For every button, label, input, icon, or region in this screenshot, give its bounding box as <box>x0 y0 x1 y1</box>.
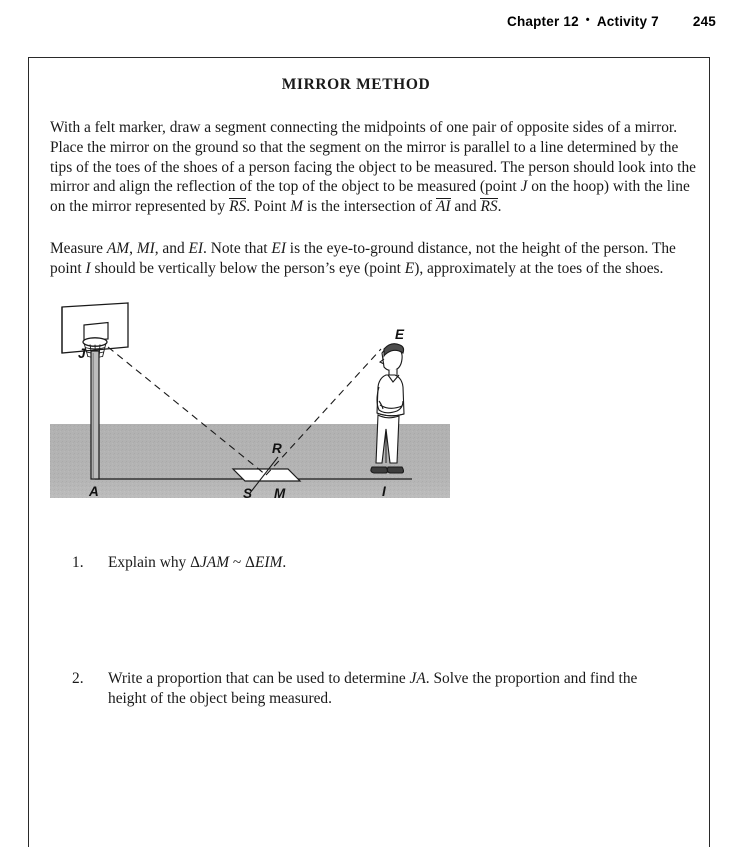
diagram-label-m: M <box>274 485 286 501</box>
paragraph-1-text-b: on the hoop) with the line on the mirror represented by <box>50 178 690 216</box>
exercise-2-number: 2. <box>72 669 84 687</box>
diagram-label-s: S <box>243 485 253 501</box>
paragraph-1-text-c: . Point <box>246 198 291 216</box>
paragraph-2-text-b: , <box>129 239 137 257</box>
exercise-2-text-b: . Solve the proportion and find the height of the object being measured. <box>108 669 638 707</box>
mirror-method-diagram <box>50 301 702 523</box>
paragraph-1-text-e: and <box>450 198 481 216</box>
exercise-1-number: 1. <box>72 553 84 571</box>
running-head-chapter: Chapter 12 <box>507 13 579 29</box>
exercise-1-text-b: ~ Δ <box>229 553 255 571</box>
point-label-m: M <box>290 198 304 216</box>
exercise-item-2 <box>50 669 644 709</box>
instruction-paragraph-2 <box>50 239 698 279</box>
running-head-separator-bullet-icon: • <box>585 13 590 26</box>
running-head <box>0 8 738 34</box>
point-label-j: J <box>520 178 528 196</box>
diagram-label-a: A <box>89 483 99 499</box>
paragraph-1-text-d: is the intersection of <box>303 198 436 216</box>
page-content <box>50 76 702 709</box>
segment-ai: AI <box>436 198 451 216</box>
diagram-label-i: I <box>382 483 386 499</box>
exercise-1-text-c: . <box>282 553 287 571</box>
diagram-label-r: R <box>272 440 282 456</box>
paragraph-2-text-e: is the eye-to-ground distance, not the height of the person. The point <box>50 239 676 277</box>
paragraph-2-text-a: Measure <box>50 239 107 257</box>
segment-rs-first: RS <box>229 198 247 216</box>
instruction-paragraph-1 <box>50 118 698 217</box>
exercise-item-1 <box>50 553 644 573</box>
point-label-e: E <box>404 259 415 277</box>
paragraph-1-text-a: With a felt marker, draw a segment connecting the midpoints of one pair of opposite sides of a mirror. Place the mirror on the ground so that the segment on the mirror is parallel to a line determined by the tips of the toes of the shoes of a person facing the object to be measured. The person should look into the mirror and align the reflection of the top of the object to be measured (point <box>50 119 696 196</box>
exercise-1-triangle-eim: EIM <box>254 553 283 571</box>
point-label-i: I <box>85 259 91 277</box>
page-number: 245 <box>692 13 716 29</box>
paragraph-2-text-d: . Note that <box>203 239 272 257</box>
diagram-label-j: J <box>78 345 86 361</box>
running-head-activity: Activity 7 <box>596 13 659 29</box>
exercise-2-text-a: Write a proportion that can be used to determine <box>108 669 410 687</box>
measure-ei-first: EI <box>188 239 204 257</box>
paragraph-1-text-f: . <box>497 198 502 216</box>
paragraph-2-text-f: should be vertically below the person’s eye (point <box>90 259 405 277</box>
exercise-1-text-a: Explain why Δ <box>108 553 200 571</box>
paragraph-2-text-c: , and <box>154 239 189 257</box>
measure-am: AM <box>106 239 130 257</box>
exercise-1-triangle-jam: JAM <box>199 553 230 571</box>
measure-mi: MI <box>136 239 155 257</box>
exercise-2-segment-ja: JA <box>409 669 426 687</box>
measure-ei-second: EI <box>271 239 286 257</box>
segment-rs-second: RS <box>480 198 498 216</box>
page-title: MIRROR METHOD <box>281 76 431 93</box>
diagram-label-e: E <box>395 326 405 342</box>
paragraph-2-text-g: ), approximately at the toes of the shoes. <box>414 259 664 277</box>
